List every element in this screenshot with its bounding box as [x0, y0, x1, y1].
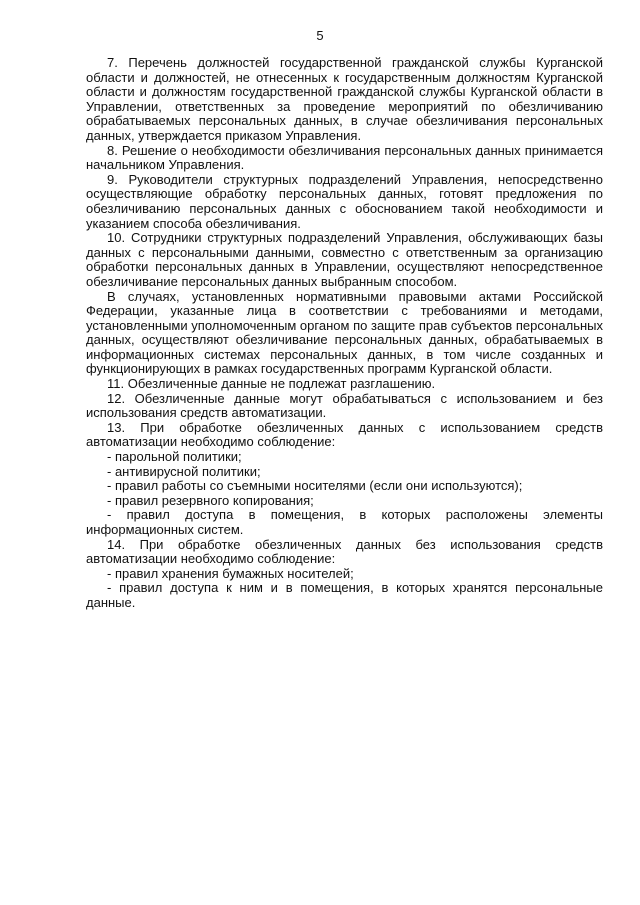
- paragraph-11: 11. Обезличенные данные не подлежат разглашению.: [107, 376, 436, 392]
- page-number: 5: [316, 28, 324, 43]
- list-item: - правил хранения бумажных носителей;: [107, 565, 354, 581]
- list-item: - правил доступа к ним и в помещения, в которых хранятся персональные данные.: [86, 580, 603, 610]
- paragraph-14: 14. При обработке обезличенных данных без использования средств автоматизации необходимо соблюдение:: [86, 536, 603, 567]
- list-item: - правил доступа в помещения, в которых расположены элементы информационных систем.: [86, 507, 603, 537]
- list-item: - антивирусной политики;: [107, 463, 261, 479]
- list-item: - правил работы со съемными носителями (если они используются);: [107, 478, 523, 494]
- paragraph-8: 8. Решение о необходимости обезличивания персональных данных принимается начальником Управления.: [86, 142, 603, 173]
- paragraph-13: 13. При обработке обезличенных данных с использованием средств автоматизации необходимо соблюдение:: [86, 419, 603, 450]
- document-body: [86, 56, 603, 611]
- paragraph-7: 7. Перечень должностей государственной гражданской службы Курганской области и должностей, не отнесенных к государственным должностям Курганской области и должностям государственной гражданской службы Курганской области в Управлении, ответственных за проведение мероприятий по обезличиванию обрабатываемых персональных данных, в случае обезличивания персональных данных, утверждается приказом Управления.: [86, 55, 603, 143]
- paragraph-12: 12. Обезличенные данные могут обрабатываться с использованием и без использования средств автоматизации.: [86, 390, 603, 421]
- list-item: - парольной политики;: [107, 449, 242, 465]
- list-item: - правил резервного копирования;: [107, 492, 314, 508]
- paragraph-10: 10. Сотрудники структурных подразделений Управления, обслуживающих базы данных с персональными данными, совместно с ответственным за организацию обработки персональных данных в Управлении, осуществляют непосредственное обезличивание персональных данных выбранным способом.: [86, 230, 603, 289]
- paragraph-10-continuation: В случаях, установленных нормативными правовыми актами Российской Федерации, указанные лица в соответствии с требованиями и методами, установленными уполномоченным органом по защите прав субъектов персональных данных, осуществляют обезличивание персональных данных, обрабатываемых в информационных системах персональных данных, в том числе созданных и функционирующих в рамках государственных программ Курганской области.: [86, 288, 603, 377]
- paragraph-9: 9. Руководители структурных подразделений Управления, непосредственно осуществляющие обработку персональных данных, готовят предложения по обезличиванию персональных данных с обоснованием такой необходимости и указанием способа обезличивания.: [86, 171, 603, 231]
